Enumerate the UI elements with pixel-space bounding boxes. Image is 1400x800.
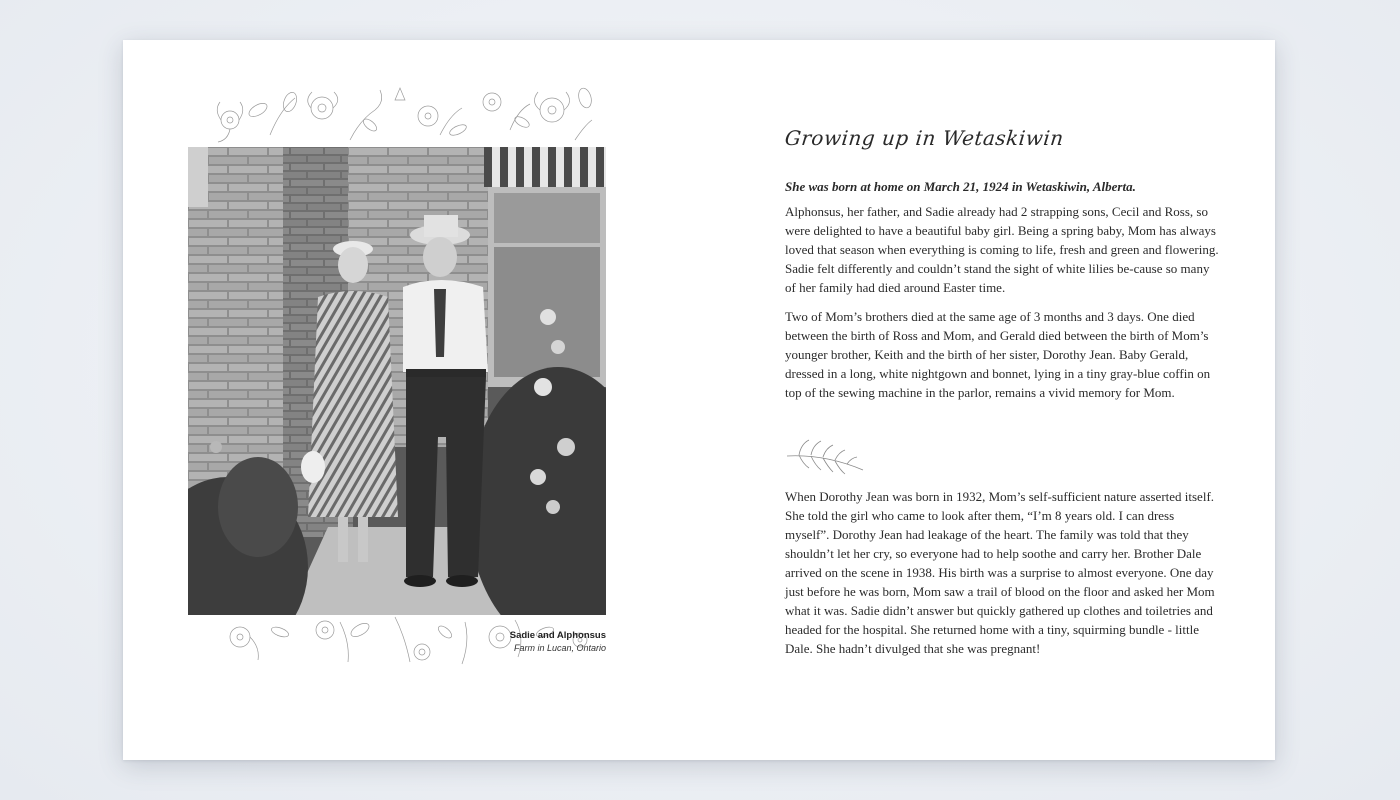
intro-line (785, 177, 1221, 196)
caption-title: Sadie and Alphonsus (509, 630, 606, 641)
paragraph-text: When Dorothy Jean was born in 1932, Mom’s self-sufficient nature asserted itself. She told the girl who came to look after them, “I’m 8 years old. I can dress myself”. Dorothy Jean had leakage of the heart. The family was told that they shouldn’t let her cry, so everyone had to help soothe and carry her. Brother Dale arrived on the scene in 1938. His birth was a surprise to almost everyone. One day just before he was born, Mom saw a trail of blood on the floor and asked her Mom what it was. Sadie didn’t answer but quickly gathered up clothes and toiletries and headed for the hospital. She returned home with a tiny, squirming bundle - little Dale. She hadn’t divulged that she was pregnant! (785, 489, 1215, 656)
paragraph-text: Two of Mom’s brothers died at the same age of 3 months and 3 days. One died between the birth of Ross and Mom, and Gerald died between the birth of Mom’s younger brother, Keith and the birth of her sister, Dorothy Jean. Baby Gerald, dressed in a long, white nightgown and bonnet, lying in a tiny gray-blue coffin on top of the sewing machine in the parlor, remains a vivid memory for Mom. (785, 309, 1211, 400)
chapter-heading: Growing up in Wetaskiwin (783, 126, 1065, 150)
caption-subtitle: Farm in Lucan, Ontario (513, 643, 606, 653)
paragraph-3 (785, 487, 1221, 658)
leaf-sprig-ornament (785, 434, 865, 482)
photo-caption (510, 630, 606, 654)
paragraph-2 (785, 307, 1221, 402)
family-photo (188, 147, 606, 615)
paragraph-1 (785, 202, 1221, 297)
floral-border-top (200, 80, 600, 150)
paragraph-text: Alphonsus, her father, and Sadie already had 2 strapping sons, Cecil and Ross, so were delighted to have a beautiful baby girl. Being a spring baby, Mom has always loved that season when everything is coming to life, fresh and green and flowering. Sadie felt differently and couldn’t stand the sight of white lilies be-cause so many of her family had died around Easter time. (785, 204, 1219, 295)
intro-text: She was born at home on March 21, 1924 in Wetaskiwin, Alberta. (785, 179, 1136, 194)
